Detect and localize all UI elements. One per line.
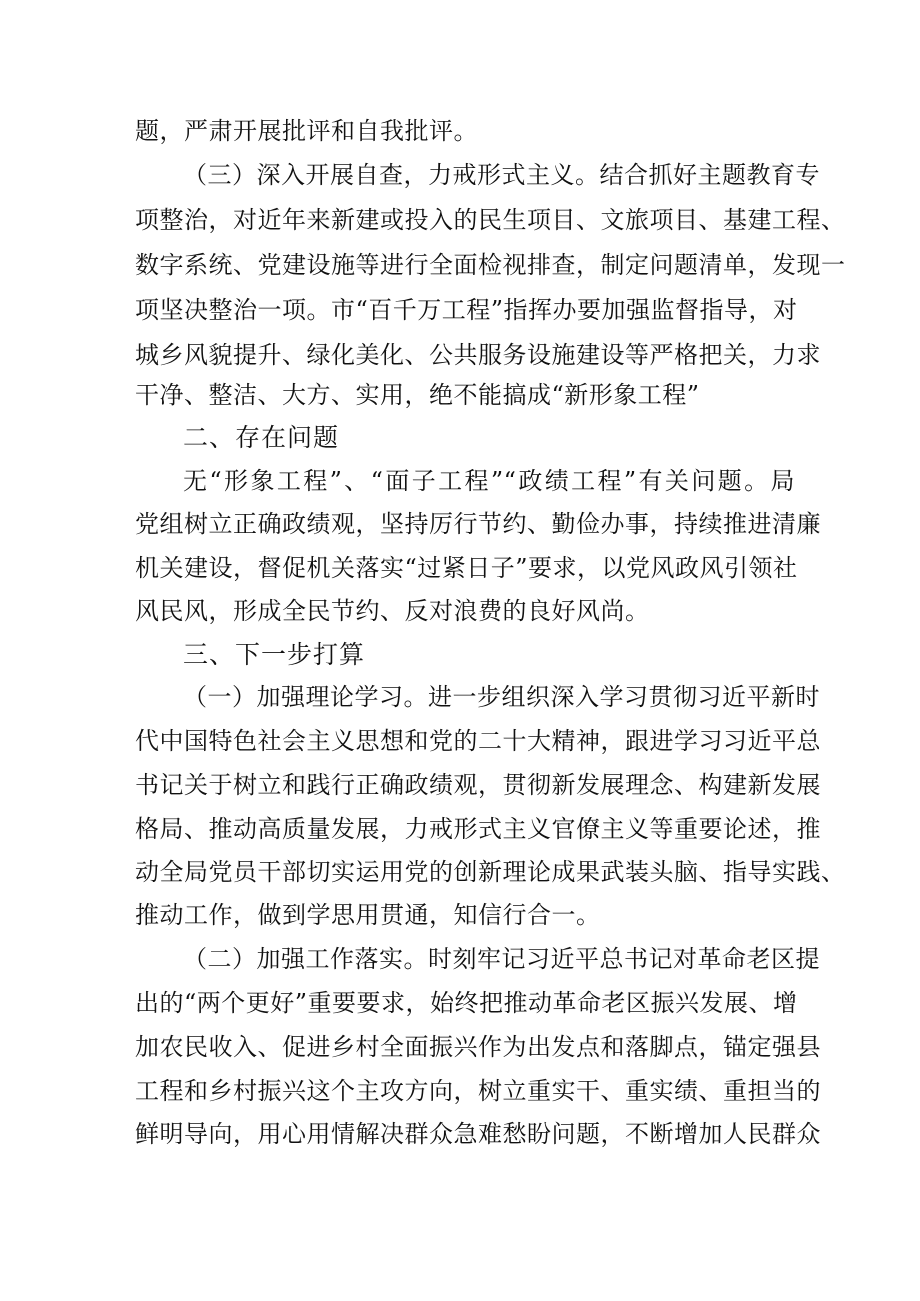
paragraph-line: 推动工作，做到学思用贯通，知信行合一。 <box>135 901 601 929</box>
paragraph-line: 出的“两个更好”重要要求，始终把推动革命老区振兴发展、增 <box>135 989 798 1017</box>
paragraph-line: 数字系统、党建设施等进行全面检视排查，制定问题清单，发现一 <box>135 251 846 279</box>
paragraph-line: 干净、整洁、大方、实用，绝不能搞成“新形象工程” <box>135 381 700 409</box>
paragraph-line: 代中国特色社会主义思想和党的二十大精神，跟进学习习近平总 <box>135 727 821 755</box>
paragraph-line: （一）加强理论学习。进一步组织深入学习贯彻习近平新时 <box>183 683 820 711</box>
paragraph-line: 题，严肃开展批评和自我批评。 <box>135 117 478 145</box>
paragraph-line: 党组树立正确政绩观，坚持厉行节约、勤俭办事，持续推进清廉 <box>135 510 821 538</box>
paragraph-line: 项整治，对近年来新建或投入的民生项目、文旅项目、基建工程、 <box>135 206 846 234</box>
paragraph-line: 风民风，形成全民节约、反对浪费的良好风尚。 <box>135 597 650 625</box>
paragraph-line: 鲜明导向，用心用情解决群众急难愁盼问题，不断增加人民群众 <box>135 1120 821 1148</box>
paragraph-line: 格局、推动高质量发展，力戒形式主义官僚主义等重要论述，推 <box>135 815 821 843</box>
paragraph-line: 书记关于树立和践行正确政绩观，贯彻新发展理念、构建新发展 <box>135 771 821 799</box>
paragraph-line: （二）加强工作落实。时刻牢记习近平总书记对革命老区提 <box>183 945 820 973</box>
paragraph-line: 工程和乡村振兴这个主攻方向，树立重实干、重实绩、重担当的 <box>135 1077 821 1105</box>
paragraph-line: 城乡风貌提升、绿化美化、公共服务设施建设等严格把关，力求 <box>135 341 821 369</box>
section-heading: 三、下一步打算 <box>183 640 366 669</box>
paragraph-line: 机关建设，督促机关落实“过紧日子”要求，以党风政风引领社 <box>135 554 798 582</box>
paragraph-line: 动全局党员干部切实运用党的创新理论成果武装头脑、指导实践、 <box>135 858 846 886</box>
paragraph-line: （三）深入开展自查，力戒形式主义。结合抓好主题教育专 <box>183 161 820 189</box>
paragraph-line: 无“形象工程”、“面子工程”“政绩工程”有关问题。局 <box>183 467 795 495</box>
paragraph-line: 加农民收入、促进乡村全面振兴作为出发点和落脚点，锚定强县 <box>135 1033 821 1061</box>
paragraph-line: 项坚决整治一项。市“百千万工程”指挥办要加强监督指导，对 <box>135 296 798 324</box>
section-heading: 二、存在问题 <box>183 423 340 452</box>
